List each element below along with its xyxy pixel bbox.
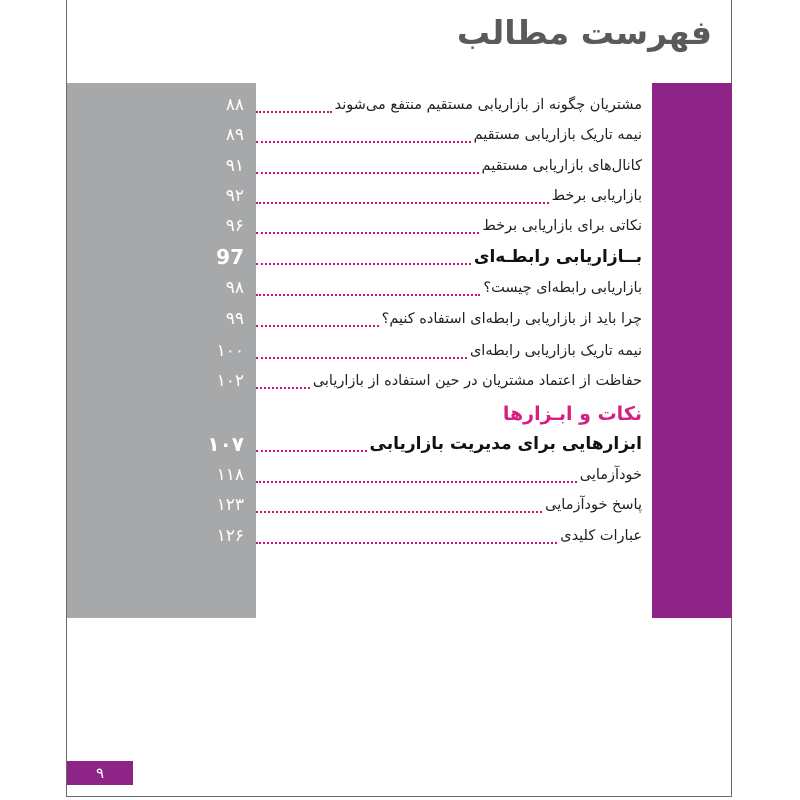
toc-content <box>256 367 642 395</box>
dotted-leader <box>256 387 310 389</box>
toc-entry[interactable] <box>67 121 652 149</box>
dotted-leader <box>256 357 467 359</box>
page-number-badge: ۹ <box>67 761 133 785</box>
toc-entry[interactable] <box>67 274 652 302</box>
toc-page-number: ۹۶ <box>225 216 244 236</box>
toc-page-number: ۱۰۷ <box>207 432 244 456</box>
toc-label: چرا باید از بازاریابی رابطه‌ای استفاده کنیم؟ <box>381 311 642 327</box>
dotted-leader <box>256 481 577 483</box>
dotted-leader <box>256 325 379 327</box>
toc-content <box>256 152 642 180</box>
toc-label: مشتریان چگونه از بازاریابی مستقیم منتفع می‌شوند <box>334 97 642 113</box>
toc-entry[interactable] <box>67 152 652 180</box>
toc-page-number: ۱۰۰ <box>216 341 244 361</box>
toc-page-number: ۹۸ <box>225 278 244 298</box>
toc-content <box>256 243 642 271</box>
dotted-leader <box>256 141 471 143</box>
toc-page-number: ۸۹ <box>225 125 244 145</box>
toc-entry[interactable] <box>67 212 652 240</box>
toc-entry[interactable] <box>67 522 652 550</box>
section-heading: نکات و ابـزارها <box>502 403 642 425</box>
toc-entry[interactable] <box>67 182 652 210</box>
dotted-leader <box>256 111 332 113</box>
toc-entry[interactable] <box>67 367 652 395</box>
toc-chapter-label: ابزارهایی برای مدیریت بازاریابی <box>369 434 642 454</box>
toc-page-number: ۹۲ <box>225 186 244 206</box>
toc-label: نیمه تاریک بازاریابی رابطه‌ای <box>469 343 642 359</box>
toc-content <box>256 461 642 489</box>
toc-entry[interactable] <box>67 337 652 365</box>
dotted-leader <box>256 294 480 296</box>
toc-page-number: ۹۱ <box>225 156 244 176</box>
toc-content <box>256 212 642 240</box>
dotted-leader <box>256 172 479 174</box>
toc-page-number: ۹۹ <box>225 309 244 329</box>
toc-label: بازاریابی رابطه‌ای چیست؟ <box>483 280 642 296</box>
dotted-leader <box>256 263 471 265</box>
toc-entry[interactable] <box>67 305 652 333</box>
toc-chapter-entry[interactable] <box>67 430 652 458</box>
toc-label: نیمه تاریک بازاریابی مستقیم <box>473 127 642 143</box>
toc-content <box>256 491 642 519</box>
toc-label: حفاظت از اعتماد مشتریان در حین استفاده از بازاریابی <box>312 373 642 389</box>
dotted-leader <box>256 542 557 544</box>
toc-label: کانال‌های بازاریابی مستقیم <box>481 158 642 174</box>
toc-entry[interactable] <box>67 91 652 119</box>
toc-page-number: ۱۱۸ <box>216 465 244 485</box>
toc-content <box>256 182 642 210</box>
dotted-leader <box>256 450 367 452</box>
toc-page-number: ۱۲۶ <box>216 526 244 546</box>
toc-content <box>256 91 642 119</box>
dotted-leader <box>256 511 542 513</box>
toc-label: بازاریابی برخط <box>551 188 642 204</box>
toc-page-number: ۱۲۳ <box>216 495 244 515</box>
table-of-contents <box>67 83 652 563</box>
toc-entry[interactable] <box>67 491 652 519</box>
toc-entry[interactable] <box>67 461 652 489</box>
toc-content <box>256 430 642 458</box>
toc-content <box>256 305 642 333</box>
toc-label: خودآزمایی <box>579 467 642 483</box>
toc-label: نکاتی برای بازاریابی برخط <box>482 218 642 234</box>
toc-chapter-entry[interactable] <box>67 243 652 271</box>
toc-page-number: 97 <box>216 245 244 269</box>
toc-content <box>256 337 642 365</box>
toc-content <box>256 522 642 550</box>
toc-label: پاسخ خودآزمایی <box>545 497 642 513</box>
toc-page-number: ۱۰۲ <box>216 371 244 391</box>
toc-page-number: ۸۸ <box>225 95 244 115</box>
toc-label: عبارات کلیدی <box>560 528 642 544</box>
toc-chapter-label: بــازاریابی رابطـه‌ای <box>473 247 642 267</box>
toc-content <box>256 274 642 302</box>
dotted-leader <box>256 232 479 234</box>
dotted-leader <box>256 202 549 204</box>
page-title: فهرست مطالب <box>456 13 712 52</box>
toc-content <box>256 121 642 149</box>
accent-bar <box>652 83 732 618</box>
